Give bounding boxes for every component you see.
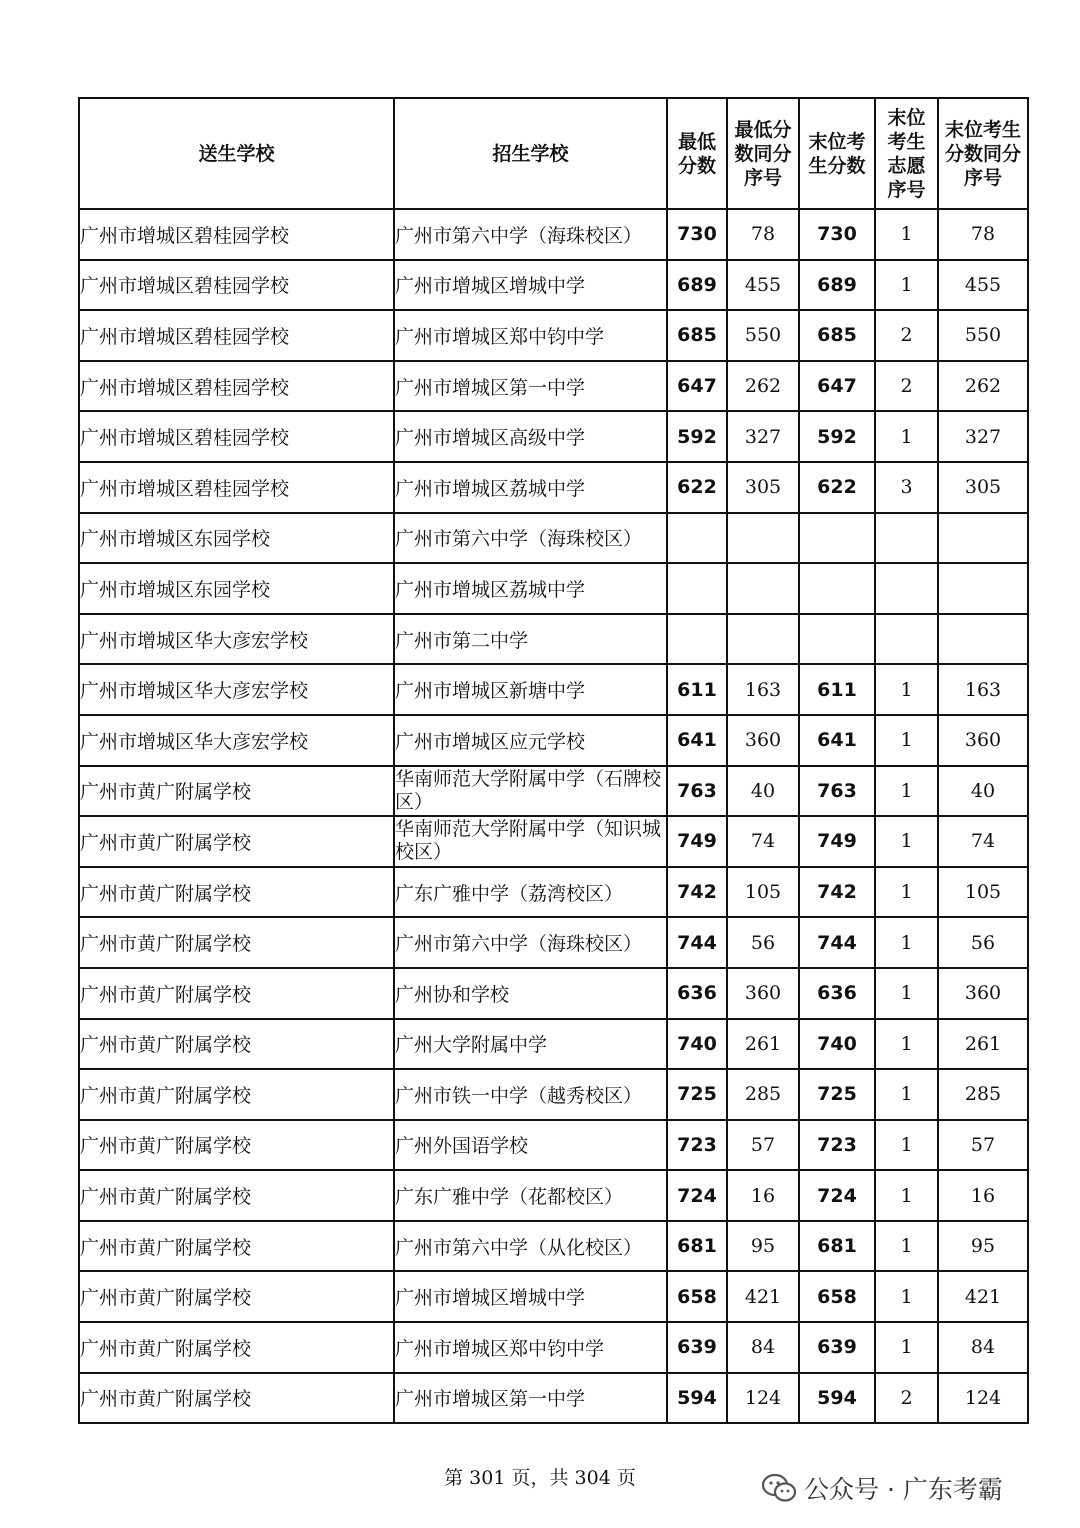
page-number: 第 301 页，共 304 页 (444, 1467, 636, 1489)
cell-last-score: 658 (799, 1271, 875, 1322)
cell-min-score: 763 (667, 766, 727, 817)
cell-min-score: 725 (667, 1069, 727, 1120)
cell-last-wish: 1 (875, 1221, 938, 1272)
cell-min-score: 639 (667, 1322, 727, 1373)
cell-min-score-rank: 95 (727, 1221, 799, 1272)
cell-last-wish: 1 (875, 917, 938, 968)
cell-send-school: 广州市增城区华大彦宏学校 (79, 664, 394, 715)
cell-last-score: 594 (799, 1373, 875, 1424)
cell-send-school: 广州市黄广附属学校 (79, 1019, 394, 1070)
cell-send-school: 广州市增城区东园学校 (79, 513, 394, 564)
cell-send-school: 广州市增城区东园学校 (79, 563, 394, 614)
cell-send-school: 广州市增城区华大彦宏学校 (79, 715, 394, 766)
cell-min-score: 647 (667, 361, 727, 412)
cell-last-score: 744 (799, 917, 875, 968)
cell-min-score-rank: 360 (727, 715, 799, 766)
table-row (79, 513, 1028, 564)
cell-send-school: 广州市黄广附属学校 (79, 1373, 394, 1424)
cell-min-score-rank: 56 (727, 917, 799, 968)
cell-last-rank (938, 614, 1028, 665)
cell-send-school: 广州市黄广附属学校 (79, 867, 394, 918)
cell-min-score-rank: 421 (727, 1271, 799, 1322)
cell-min-score: 742 (667, 867, 727, 918)
cell-recruit-school: 广州市增城区荔城中学 (394, 462, 667, 513)
cell-send-school: 广州市黄广附属学校 (79, 1069, 394, 1120)
header-last-rank-text: 末位考生分数同分序号 (945, 118, 1022, 189)
cell-min-score: 622 (667, 462, 727, 513)
cell-send-school: 广州市黄广附属学校 (79, 1271, 394, 1322)
cell-last-score: 641 (799, 715, 875, 766)
cell-min-score-rank (727, 513, 799, 564)
cell-recruit-school: 广州外国语学校 (394, 1120, 667, 1171)
cell-min-score-rank: 74 (727, 816, 799, 867)
cell-last-rank: 262 (938, 361, 1028, 412)
cell-last-wish: 1 (875, 1069, 938, 1120)
header-last-rank (938, 98, 1028, 209)
cell-min-score-rank: 305 (727, 462, 799, 513)
cell-last-rank (938, 563, 1028, 614)
cell-min-score-rank (727, 563, 799, 614)
cell-min-score-rank: 40 (727, 766, 799, 817)
cell-last-wish: 1 (875, 1120, 938, 1171)
cell-min-score-rank: 78 (727, 209, 799, 260)
cell-last-rank: 327 (938, 411, 1028, 462)
cell-min-score-rank: 360 (727, 968, 799, 1019)
cell-recruit-school: 广州市增城区第一中学 (394, 1373, 667, 1424)
cell-last-wish: 1 (875, 816, 938, 867)
cell-recruit-school: 广州市第六中学（从化校区） (394, 1221, 667, 1272)
cell-last-rank: 95 (938, 1221, 1028, 1272)
score-table (78, 97, 1029, 1424)
cell-min-score: 658 (667, 1271, 727, 1322)
cell-last-score: 685 (799, 310, 875, 361)
cell-last-wish: 1 (875, 766, 938, 817)
cell-min-score: 740 (667, 1019, 727, 1070)
cell-last-wish: 1 (875, 968, 938, 1019)
cell-last-rank: 40 (938, 766, 1028, 817)
cell-recruit-school: 广东广雅中学（荔湾校区） (394, 867, 667, 918)
cell-last-rank: 84 (938, 1322, 1028, 1373)
cell-recruit-school: 广州市增城区增城中学 (394, 260, 667, 311)
cell-last-rank: 360 (938, 968, 1028, 1019)
cell-min-score: 749 (667, 816, 727, 867)
cell-min-score (667, 513, 727, 564)
cell-last-wish: 3 (875, 462, 938, 513)
cell-last-rank: 261 (938, 1019, 1028, 1070)
table-row (79, 411, 1028, 462)
cell-last-rank: 360 (938, 715, 1028, 766)
cell-send-school: 广州市黄广附属学校 (79, 968, 394, 1019)
cell-last-score: 740 (799, 1019, 875, 1070)
cell-last-wish: 1 (875, 1271, 938, 1322)
cell-min-score: 681 (667, 1221, 727, 1272)
cell-min-score-rank: 84 (727, 1322, 799, 1373)
cell-min-score-rank: 455 (727, 260, 799, 311)
table-body (79, 209, 1028, 1423)
table-row (79, 1069, 1028, 1120)
cell-recruit-school: 广州市第六中学（海珠校区） (394, 209, 667, 260)
table-row (79, 1120, 1028, 1171)
cell-last-score: 742 (799, 867, 875, 918)
table-row (79, 1170, 1028, 1221)
watermark (762, 1468, 1003, 1508)
cell-recruit-school: 广州市增城区增城中学 (394, 1271, 667, 1322)
cell-last-wish: 1 (875, 1019, 938, 1070)
cell-send-school: 广州市黄广附属学校 (79, 1120, 394, 1171)
header-recruit-school: 招生学校 (394, 98, 667, 209)
table-row (79, 1373, 1028, 1424)
cell-last-wish: 1 (875, 411, 938, 462)
cell-last-wish (875, 513, 938, 564)
table-row (79, 766, 1028, 817)
table-row (79, 917, 1028, 968)
cell-last-wish: 1 (875, 209, 938, 260)
cell-min-score: 611 (667, 664, 727, 715)
cell-recruit-school: 广州市增城区第一中学 (394, 361, 667, 412)
cell-last-rank: 105 (938, 867, 1028, 918)
cell-recruit-school: 广州协和学校 (394, 968, 667, 1019)
cell-min-score-rank: 550 (727, 310, 799, 361)
cell-min-score-rank: 163 (727, 664, 799, 715)
cell-last-wish: 1 (875, 664, 938, 715)
table-row (79, 260, 1028, 311)
watermark-text: 公众号 · 广东考霸 (804, 1475, 1003, 1504)
header-min-score-rank-text: 最低分数同分序号 (734, 118, 792, 189)
header-min-score (667, 98, 727, 209)
cell-min-score: 592 (667, 411, 727, 462)
cell-send-school: 广州市增城区碧桂园学校 (79, 209, 394, 260)
cell-recruit-school: 广州市铁一中学（越秀校区） (394, 1069, 667, 1120)
cell-send-school: 广州市黄广附属学校 (79, 816, 394, 867)
table-row (79, 209, 1028, 260)
cell-last-score (799, 513, 875, 564)
cell-send-school: 广州市增城区碧桂园学校 (79, 260, 394, 311)
cell-recruit-school: 广州大学附属中学 (394, 1019, 667, 1070)
header-min-score-rank (727, 98, 799, 209)
table-row (79, 715, 1028, 766)
table-row (79, 1221, 1028, 1272)
cell-recruit-school: 广州市增城区新塘中学 (394, 664, 667, 715)
header-last-wish (875, 98, 938, 209)
cell-recruit-school: 广州市增城区荔城中学 (394, 563, 667, 614)
cell-last-rank: 74 (938, 816, 1028, 867)
cell-last-rank: 455 (938, 260, 1028, 311)
table-row (79, 816, 1028, 867)
cell-last-score: 647 (799, 361, 875, 412)
cell-last-rank: 305 (938, 462, 1028, 513)
cell-min-score-rank: 57 (727, 1120, 799, 1171)
cell-min-score: 724 (667, 1170, 727, 1221)
wechat-icon (762, 1473, 796, 1503)
cell-recruit-school: 广州市第二中学 (394, 614, 667, 665)
cell-last-score: 689 (799, 260, 875, 311)
cell-last-rank: 285 (938, 1069, 1028, 1120)
cell-min-score: 641 (667, 715, 727, 766)
cell-last-wish: 1 (875, 715, 938, 766)
cell-last-wish: 1 (875, 1322, 938, 1373)
cell-min-score: 636 (667, 968, 727, 1019)
cell-send-school: 广州市增城区碧桂园学校 (79, 411, 394, 462)
cell-recruit-school: 广东广雅中学（花都校区） (394, 1170, 667, 1221)
cell-last-score: 636 (799, 968, 875, 1019)
header-min-score-text: 最低分数 (678, 130, 717, 177)
cell-min-score: 594 (667, 1373, 727, 1424)
cell-last-rank: 550 (938, 310, 1028, 361)
cell-min-score: 723 (667, 1120, 727, 1171)
cell-min-score (667, 563, 727, 614)
cell-recruit-school: 华南师范大学附属中学（石牌校区） (394, 766, 667, 817)
cell-min-score: 744 (667, 917, 727, 968)
cell-min-score: 730 (667, 209, 727, 260)
cell-last-wish (875, 563, 938, 614)
header-last-wish-text: 末位考生志愿序号 (887, 106, 926, 201)
cell-send-school: 广州市增城区碧桂园学校 (79, 310, 394, 361)
cell-last-score (799, 614, 875, 665)
cell-last-score: 763 (799, 766, 875, 817)
cell-min-score: 689 (667, 260, 727, 311)
cell-last-score: 724 (799, 1170, 875, 1221)
cell-last-score: 611 (799, 664, 875, 715)
table-row (79, 664, 1028, 715)
cell-min-score-rank: 261 (727, 1019, 799, 1070)
cell-last-wish: 2 (875, 310, 938, 361)
cell-last-score: 639 (799, 1322, 875, 1373)
cell-min-score-rank: 285 (727, 1069, 799, 1120)
cell-recruit-school: 华南师范大学附属中学（知识城校区） (394, 816, 667, 867)
cell-min-score-rank (727, 614, 799, 665)
cell-send-school: 广州市黄广附属学校 (79, 1170, 394, 1221)
cell-send-school: 广州市增城区华大彦宏学校 (79, 614, 394, 665)
cell-last-rank: 57 (938, 1120, 1028, 1171)
cell-min-score: 685 (667, 310, 727, 361)
cell-last-wish (875, 614, 938, 665)
cell-send-school: 广州市黄广附属学校 (79, 766, 394, 817)
table-row (79, 563, 1028, 614)
cell-last-rank: 56 (938, 917, 1028, 968)
cell-min-score-rank: 124 (727, 1373, 799, 1424)
cell-last-rank: 16 (938, 1170, 1028, 1221)
cell-send-school: 广州市增城区碧桂园学校 (79, 361, 394, 412)
cell-last-wish: 1 (875, 1170, 938, 1221)
cell-recruit-school: 广州市第六中学（海珠校区） (394, 513, 667, 564)
cell-last-rank (938, 513, 1028, 564)
cell-last-wish: 1 (875, 867, 938, 918)
cell-last-rank: 421 (938, 1271, 1028, 1322)
header-last-score (799, 98, 875, 209)
cell-last-score: 592 (799, 411, 875, 462)
cell-last-score: 730 (799, 209, 875, 260)
table-row (79, 614, 1028, 665)
header-send-school: 送生学校 (79, 98, 394, 209)
table-row (79, 310, 1028, 361)
header-row (79, 98, 1028, 209)
table-row (79, 1322, 1028, 1373)
table-row (79, 867, 1028, 918)
cell-last-wish: 2 (875, 361, 938, 412)
cell-last-rank: 163 (938, 664, 1028, 715)
cell-last-rank: 78 (938, 209, 1028, 260)
table-row (79, 1271, 1028, 1322)
table-row (79, 361, 1028, 412)
table-row (79, 462, 1028, 513)
cell-send-school: 广州市增城区碧桂园学校 (79, 462, 394, 513)
cell-min-score (667, 614, 727, 665)
cell-min-score-rank: 105 (727, 867, 799, 918)
cell-recruit-school: 广州市第六中学（海珠校区） (394, 917, 667, 968)
cell-recruit-school: 广州市增城区高级中学 (394, 411, 667, 462)
cell-min-score-rank: 262 (727, 361, 799, 412)
header-last-score-text: 末位考生分数 (808, 130, 866, 177)
cell-recruit-school: 广州市增城区郑中钧中学 (394, 310, 667, 361)
cell-recruit-school: 广州市增城区应元学校 (394, 715, 667, 766)
cell-last-score: 725 (799, 1069, 875, 1120)
cell-last-wish: 2 (875, 1373, 938, 1424)
cell-last-wish: 1 (875, 260, 938, 311)
cell-send-school: 广州市黄广附属学校 (79, 917, 394, 968)
cell-send-school: 广州市黄广附属学校 (79, 1322, 394, 1373)
cell-recruit-school: 广州市增城区郑中钧中学 (394, 1322, 667, 1373)
cell-last-rank: 124 (938, 1373, 1028, 1424)
cell-last-score: 723 (799, 1120, 875, 1171)
cell-min-score-rank: 16 (727, 1170, 799, 1221)
table-row (79, 968, 1028, 1019)
cell-last-score: 622 (799, 462, 875, 513)
cell-min-score-rank: 327 (727, 411, 799, 462)
table-row (79, 1019, 1028, 1070)
cell-last-score (799, 563, 875, 614)
cell-last-score: 681 (799, 1221, 875, 1272)
cell-last-score: 749 (799, 816, 875, 867)
cell-send-school: 广州市黄广附属学校 (79, 1221, 394, 1272)
